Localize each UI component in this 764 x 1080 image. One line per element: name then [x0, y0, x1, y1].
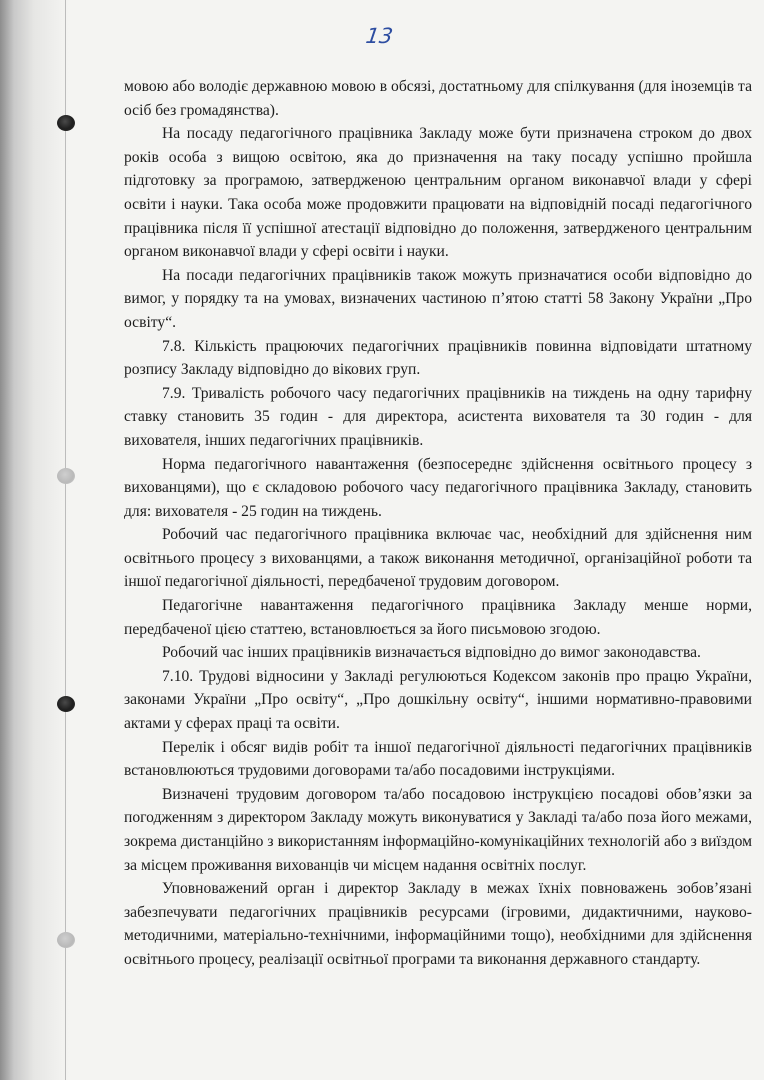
paragraph: Уповноважений орган і директор Закладу в межах їхніх повноважень зобов’язані забезпечувати педагогічних працівників ресурсами (ігровими, дидактичними, науково-методичними, матеріально-технічними, інформаційними тощо), необхідними для здійснення освітнього процесу, реалізації освітньої програми та виконання державного стандарту. [124, 880, 752, 968]
paragraph-continuation: мовою або володіє державною мовою в обсязі, достатньому для спілкування (для іноземців та осіб без громадянства). [124, 78, 752, 119]
paragraph: На посаду педагогічного працівника Закладу може бути призначена строком до двох років особа з вищою освітою, яка до призначення на таку посаду успішно пройшла підготовку за програмою, затвердженою центральним органом виконавчої влади у сфері освіти і науки. Така особа може продовжити працювати на відповідній посаді педагогічного працівника після її успішної атестації відповідно до положення, затвердженого центральним органом виконавчої влади у сфері освіти і науки. [124, 125, 752, 261]
paragraph: Визначені трудовим договором та/або посадовою інструкцією посадові обов’язки за погодженням з директором Закладу можуть виконуватися у Закладі та/або поза його межами, зокрема дистанційно з використанням інформаційно-комунікаційних технологій або з виїздом за місцем проживання вихованців чи місцем надання освітніх послуг. [124, 785, 752, 874]
paragraph: На посади педагогічних працівників також можуть призначатися особи відповідно до вимог, у порядку та на умовах, визначених частиною п’ятою статті 58 Закону України „Про освіту“. [124, 266, 752, 331]
punch-hole-1 [57, 115, 75, 131]
paragraph: Перелік і обсяг видів робіт та іншої педагогічної діяльності педагогічних працівників встановлюються трудовими договорами та/або посадовими інструкціями. [124, 738, 752, 780]
paragraph-clause-7-8: 7.8. Кількість працюючих педагогічних працівників повинна відповідати штатному розпису Закладу відповідно до вікових груп. [124, 337, 752, 379]
paragraph: Робочий час педагогічного працівника включає час, необхідний для здійснення ним освітнього процесу з вихованцями, а також виконання методичної, організаційної роботи та іншої педагогічної діяльності, передбаченої трудовим договором. [124, 526, 752, 591]
document-body [124, 75, 752, 972]
handwritten-page-number: 13 [364, 24, 395, 48]
paragraph: Робочий час інших працівників визначається відповідно до вимог законодавства. [162, 644, 701, 662]
page-edge-line [65, 0, 66, 1080]
punch-hole-faint-2 [57, 932, 75, 948]
paragraph-clause-7-10: 7.10. Трудові відносини у Закладі регулюються Кодексом законів про працю України, законами України „Про освіту“, „Про дошкільну освіту“, іншими нормативно-правовими актами у сферах праці та освіти. [124, 667, 752, 733]
punch-hole-faint [57, 468, 75, 484]
paragraph: Норма педагогічного навантаження (безпосереднє здійснення освітнього процесу з вихованцями), що є складовою робочого часу педагогічного працівника Закладу, становить для: вихователя - 25 годин на тиждень. [124, 455, 752, 520]
paragraph: Педагогічне навантаження педагогічного працівника Закладу менше норми, передбаченої цією статтею, встановлюється за його письмовою згодою. [124, 597, 752, 638]
punch-hole-2 [57, 696, 75, 712]
page-binding-shadow [0, 0, 70, 1080]
paragraph-clause-7-9: 7.9. Тривалість робочого часу педагогічних працівників на тиждень на одну тарифну ставку становить 35 годин - для директора, асистента вихователя та 30 годин - для вихователя, інших педагогічних працівників. [124, 384, 752, 449]
